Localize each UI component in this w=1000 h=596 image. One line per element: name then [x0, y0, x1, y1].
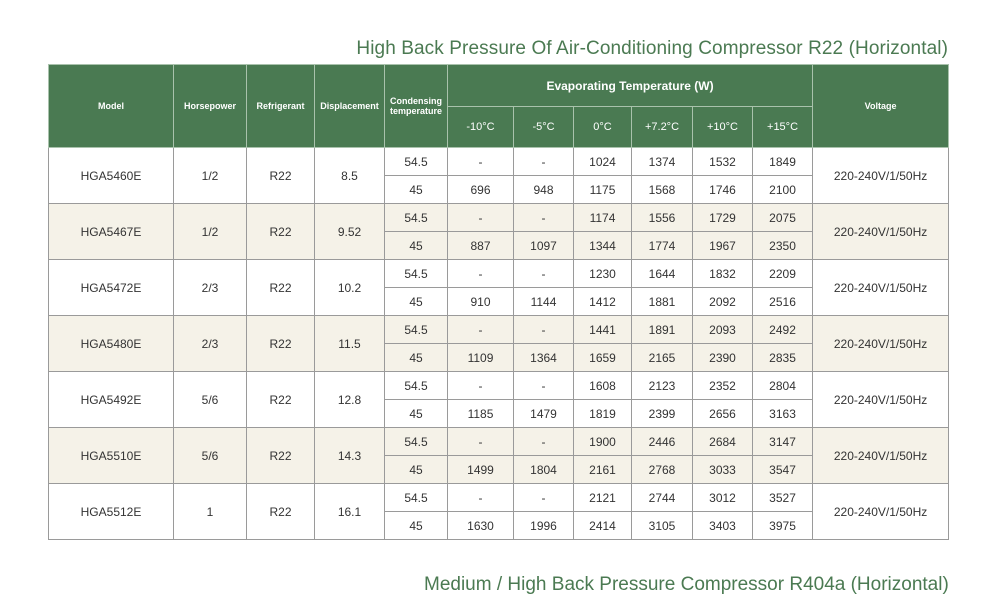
table-row — [49, 428, 949, 456]
capacity-cell: 2123 — [632, 372, 693, 400]
next-section-title: Medium / High Back Pressure Compressor R404a (Horizontal) — [424, 574, 949, 595]
condensing-temp-cell: 45 — [385, 232, 448, 260]
capacity-cell: 2209 — [753, 260, 813, 288]
capacity-cell: 1746 — [693, 176, 753, 204]
capacity-cell: 1774 — [632, 232, 693, 260]
capacity-cell: 1024 — [574, 148, 632, 176]
capacity-cell: 1412 — [574, 288, 632, 316]
capacity-cell: 2165 — [632, 344, 693, 372]
capacity-cell: 1174 — [574, 204, 632, 232]
condensing-temp-cell: 45 — [385, 344, 448, 372]
condensing-temp-cell: 54.5 — [385, 148, 448, 176]
capacity-cell: - — [514, 316, 574, 344]
header-temp-0: 0°C — [574, 107, 632, 148]
condensing-temp-cell: 54.5 — [385, 428, 448, 456]
capacity-cell: - — [448, 204, 514, 232]
capacity-cell: 1881 — [632, 288, 693, 316]
capacity-cell: 2684 — [693, 428, 753, 456]
table-row — [49, 316, 949, 344]
voltage-cell: 220-240V/1/50Hz — [813, 428, 949, 484]
capacity-cell: 2516 — [753, 288, 813, 316]
refrigerant-cell: R22 — [247, 260, 315, 316]
capacity-cell: 1175 — [574, 176, 632, 204]
horsepower-cell: 2/3 — [174, 260, 247, 316]
capacity-cell: - — [448, 148, 514, 176]
condensing-temp-cell: 54.5 — [385, 372, 448, 400]
capacity-cell: 1441 — [574, 316, 632, 344]
capacity-cell: 1659 — [574, 344, 632, 372]
header-condensing-temperature: Condensing temperature — [385, 65, 448, 148]
capacity-cell: 1499 — [448, 456, 514, 484]
capacity-cell: - — [514, 148, 574, 176]
capacity-cell: 3547 — [753, 456, 813, 484]
capacity-cell: - — [514, 484, 574, 512]
voltage-cell: 220-240V/1/50Hz — [813, 204, 949, 260]
refrigerant-cell: R22 — [247, 204, 315, 260]
capacity-cell: 1804 — [514, 456, 574, 484]
capacity-cell: 2100 — [753, 176, 813, 204]
condensing-temp-cell: 45 — [385, 288, 448, 316]
capacity-cell: 1568 — [632, 176, 693, 204]
capacity-cell: - — [448, 260, 514, 288]
table-row — [49, 260, 949, 288]
capacity-cell: - — [448, 372, 514, 400]
capacity-cell: 2835 — [753, 344, 813, 372]
capacity-cell: 1364 — [514, 344, 574, 372]
capacity-cell: 2414 — [574, 512, 632, 540]
displacement-cell: 10.2 — [315, 260, 385, 316]
capacity-cell: 948 — [514, 176, 574, 204]
refrigerant-cell: R22 — [247, 148, 315, 204]
horsepower-cell: 1/2 — [174, 204, 247, 260]
header-displacement: Displacement — [315, 65, 385, 148]
capacity-cell: 3033 — [693, 456, 753, 484]
capacity-cell: 910 — [448, 288, 514, 316]
condensing-temp-cell: 45 — [385, 456, 448, 484]
refrigerant-cell: R22 — [247, 484, 315, 540]
capacity-cell: 2492 — [753, 316, 813, 344]
horsepower-cell: 5/6 — [174, 428, 247, 484]
condensing-temp-cell: 45 — [385, 176, 448, 204]
capacity-cell: 1608 — [574, 372, 632, 400]
voltage-cell: 220-240V/1/50Hz — [813, 148, 949, 204]
header-temp-minus5: -5°C — [514, 107, 574, 148]
model-cell: HGA5472E — [49, 260, 174, 316]
displacement-cell: 14.3 — [315, 428, 385, 484]
table-row — [49, 148, 949, 176]
capacity-cell: 3147 — [753, 428, 813, 456]
capacity-cell: 3105 — [632, 512, 693, 540]
header-model: Model — [49, 65, 174, 148]
voltage-cell: 220-240V/1/50Hz — [813, 372, 949, 428]
model-cell: HGA5467E — [49, 204, 174, 260]
header-refrigerant: Refrigerant — [247, 65, 315, 148]
horsepower-cell: 1/2 — [174, 148, 247, 204]
table-row — [49, 204, 949, 232]
capacity-cell: - — [514, 260, 574, 288]
capacity-cell: 1819 — [574, 400, 632, 428]
table-row — [49, 484, 949, 512]
condensing-temp-cell: 45 — [385, 512, 448, 540]
voltage-cell: 220-240V/1/50Hz — [813, 484, 949, 540]
capacity-cell: 1556 — [632, 204, 693, 232]
capacity-cell: 1532 — [693, 148, 753, 176]
header-evaporating-temperature: Evaporating Temperature (W) — [448, 65, 813, 107]
capacity-cell: - — [514, 428, 574, 456]
capacity-cell: 2804 — [753, 372, 813, 400]
capacity-cell: 1849 — [753, 148, 813, 176]
model-cell: HGA5480E — [49, 316, 174, 372]
capacity-cell: 2161 — [574, 456, 632, 484]
model-cell: HGA5460E — [49, 148, 174, 204]
capacity-cell: 1832 — [693, 260, 753, 288]
capacity-cell: 1230 — [574, 260, 632, 288]
condensing-temp-cell: 54.5 — [385, 316, 448, 344]
header-temp-plus7-2: +7.2°C — [632, 107, 693, 148]
capacity-cell: - — [448, 484, 514, 512]
header-horsepower: Horsepower — [174, 65, 247, 148]
capacity-cell: 3403 — [693, 512, 753, 540]
header-temp-plus10: +10°C — [693, 107, 753, 148]
voltage-cell: 220-240V/1/50Hz — [813, 316, 949, 372]
table-row — [49, 372, 949, 400]
capacity-cell: 1185 — [448, 400, 514, 428]
displacement-cell: 12.8 — [315, 372, 385, 428]
capacity-cell: 2093 — [693, 316, 753, 344]
capacity-cell: 2446 — [632, 428, 693, 456]
capacity-cell: 1729 — [693, 204, 753, 232]
capacity-cell: 3975 — [753, 512, 813, 540]
horsepower-cell: 5/6 — [174, 372, 247, 428]
capacity-cell: - — [448, 316, 514, 344]
capacity-cell: 2399 — [632, 400, 693, 428]
refrigerant-cell: R22 — [247, 372, 315, 428]
capacity-cell: 2768 — [632, 456, 693, 484]
capacity-cell: 1374 — [632, 148, 693, 176]
voltage-cell: 220-240V/1/50Hz — [813, 260, 949, 316]
capacity-cell: 887 — [448, 232, 514, 260]
capacity-cell: 1097 — [514, 232, 574, 260]
capacity-cell: 1900 — [574, 428, 632, 456]
capacity-cell: 3163 — [753, 400, 813, 428]
capacity-cell: 1967 — [693, 232, 753, 260]
capacity-cell: - — [448, 428, 514, 456]
displacement-cell: 16.1 — [315, 484, 385, 540]
condensing-temp-cell: 54.5 — [385, 484, 448, 512]
horsepower-cell: 2/3 — [174, 316, 247, 372]
capacity-cell: 2350 — [753, 232, 813, 260]
model-cell: HGA5512E — [49, 484, 174, 540]
capacity-cell: - — [514, 204, 574, 232]
condensing-temp-cell: 54.5 — [385, 260, 448, 288]
model-cell: HGA5510E — [49, 428, 174, 484]
capacity-cell: 1144 — [514, 288, 574, 316]
condensing-temp-cell: 54.5 — [385, 204, 448, 232]
model-cell: HGA5492E — [49, 372, 174, 428]
capacity-cell: 2121 — [574, 484, 632, 512]
capacity-cell: 2352 — [693, 372, 753, 400]
capacity-cell: 1479 — [514, 400, 574, 428]
capacity-cell: 2744 — [632, 484, 693, 512]
header-temp-plus15: +15°C — [753, 107, 813, 148]
condensing-temp-cell: 45 — [385, 400, 448, 428]
displacement-cell: 9.52 — [315, 204, 385, 260]
page-title: High Back Pressure Of Air-Conditioning Compressor R22 (Horizontal) — [356, 38, 948, 59]
capacity-cell: 2092 — [693, 288, 753, 316]
header-voltage: Voltage — [813, 65, 949, 148]
capacity-cell: 1344 — [574, 232, 632, 260]
capacity-cell: 3012 — [693, 484, 753, 512]
compressor-spec-table — [48, 64, 949, 540]
capacity-cell: - — [514, 372, 574, 400]
capacity-cell: 696 — [448, 176, 514, 204]
capacity-cell: 1630 — [448, 512, 514, 540]
displacement-cell: 8.5 — [315, 148, 385, 204]
table-body — [49, 148, 949, 540]
capacity-cell: 1109 — [448, 344, 514, 372]
refrigerant-cell: R22 — [247, 428, 315, 484]
capacity-cell: 2656 — [693, 400, 753, 428]
displacement-cell: 11.5 — [315, 316, 385, 372]
capacity-cell: 2075 — [753, 204, 813, 232]
capacity-cell: 1644 — [632, 260, 693, 288]
horsepower-cell: 1 — [174, 484, 247, 540]
header-temp-minus10: -10°C — [448, 107, 514, 148]
capacity-cell: 3527 — [753, 484, 813, 512]
capacity-cell: 2390 — [693, 344, 753, 372]
capacity-cell: 1996 — [514, 512, 574, 540]
capacity-cell: 1891 — [632, 316, 693, 344]
refrigerant-cell: R22 — [247, 316, 315, 372]
